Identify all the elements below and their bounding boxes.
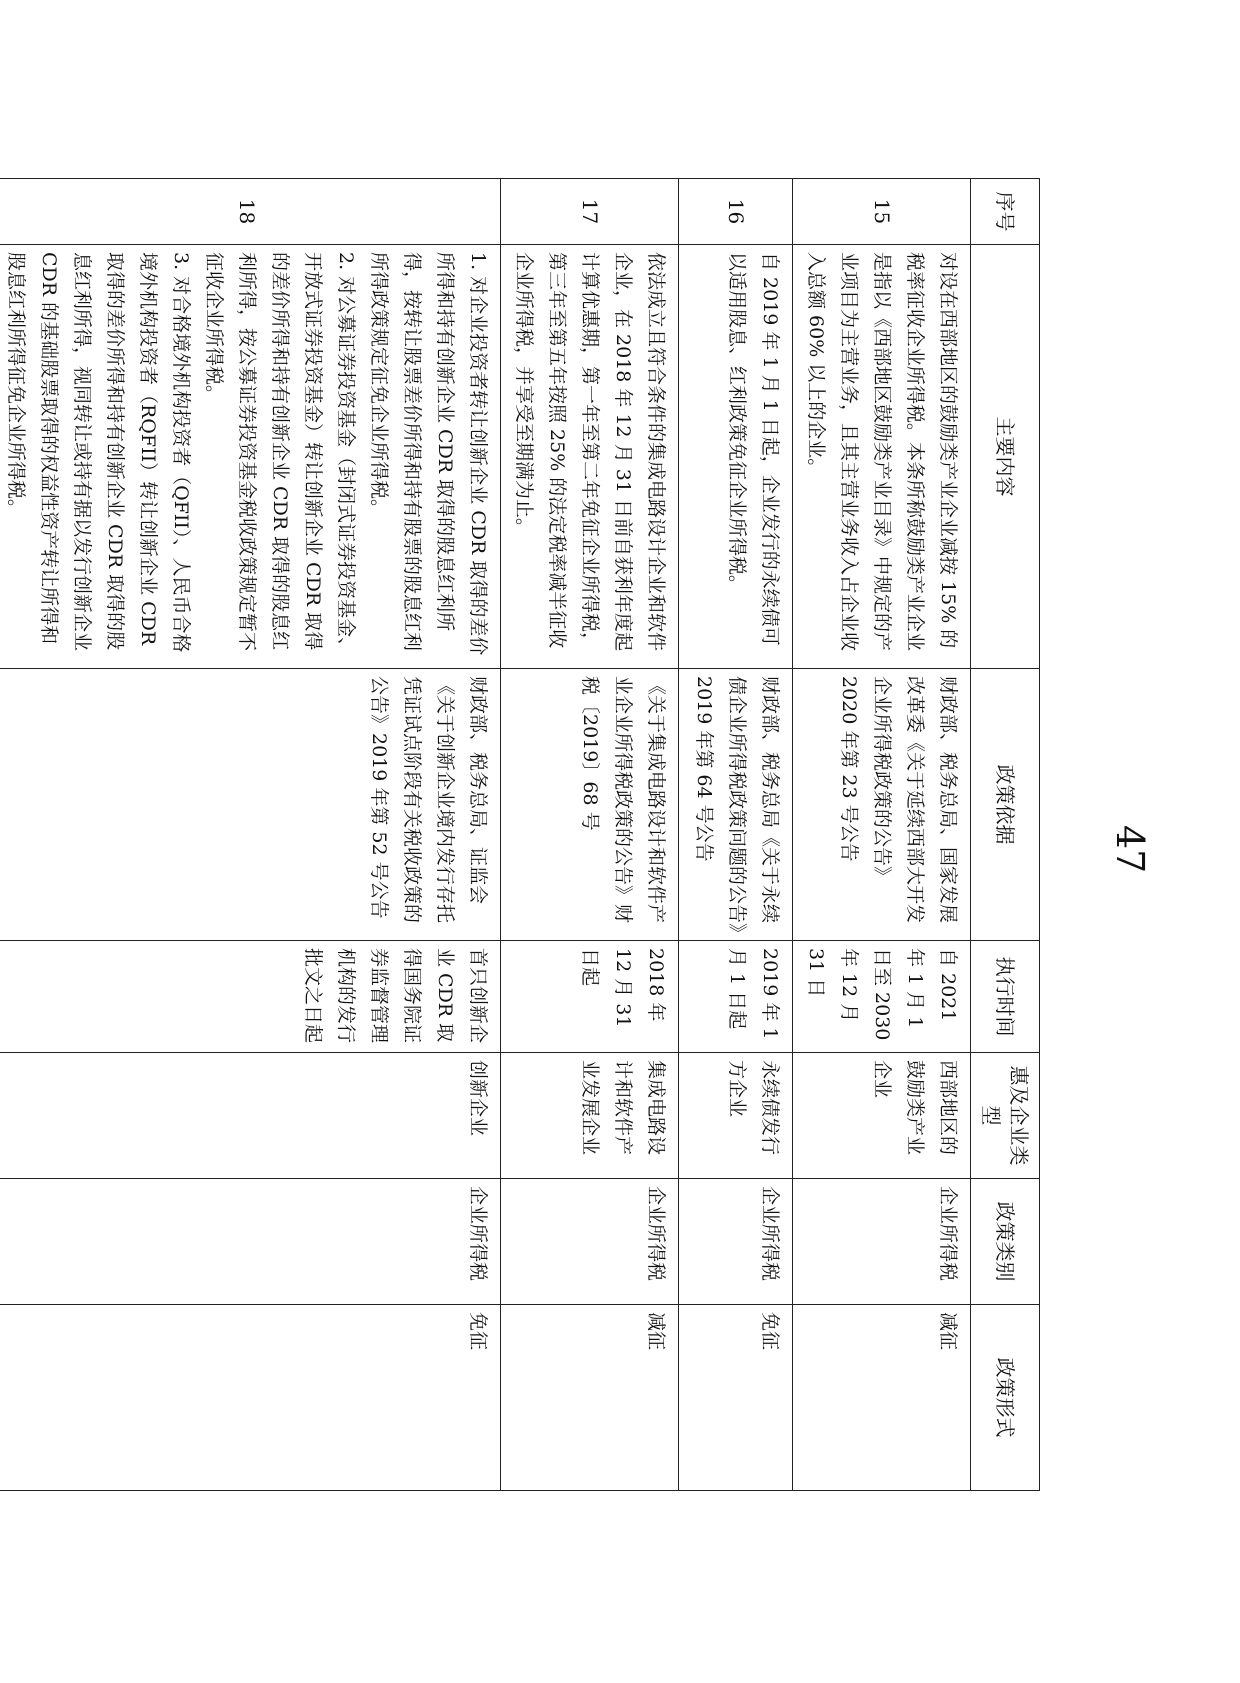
- row-category: 企业所得税: [679, 1179, 793, 1305]
- row-form: 减征: [793, 1305, 971, 1491]
- row-enterprise: 创新企业: [0, 1053, 501, 1179]
- row-enterprise: 西部地区的鼓励类产业企业: [793, 1053, 971, 1179]
- content-line: 1. 对企业投资者转让创新企业 CDR 取得的差价所得和持有创新企业 CDR 取得的股息红利所得，按转让股票差价所得和持有股票的股息红利所得政策规定征免企业所得税。: [368, 252, 489, 656]
- row-no: 18: [0, 179, 501, 245]
- row-basis: 财政部、税务总局、证监会《关于创新企业境内发行存托凭证试点阶段有关税收政策的公告》2019 年第 52 号公告: [0, 669, 501, 941]
- row-no: 17: [501, 179, 679, 245]
- row-category: 企业所得税: [501, 1179, 679, 1305]
- header-enterprise: 惠及企业类型: [971, 1053, 1040, 1179]
- header-row: [971, 179, 1040, 1491]
- row-category: 企业所得税: [0, 1179, 501, 1305]
- row-form: 免征: [679, 1305, 793, 1491]
- content-line: 2. 对公募证券投资基金（封闭式证券投资基金、开放式证券投资基金）转让创新企业 CDR 取得的差价所得和持有创新企业 CDR 取得的股息红利所得，按公募证券投资基金税收政策规定暂不征收企业所得税。: [203, 252, 357, 657]
- row-no: 15: [793, 179, 971, 245]
- row-no: 16: [679, 179, 793, 245]
- row-time: 首只创新企业 CDR 取得国务院证券监督管理机构的发行批文之日起: [0, 941, 501, 1053]
- row-enterprise: 永续债发行方企业: [679, 1053, 793, 1179]
- row-enterprise: 集成电路设计和软件产业发展企业: [501, 1053, 679, 1179]
- table-row: [679, 179, 793, 1491]
- policy-table: [0, 178, 1040, 1491]
- content-line: 3. 对合格境外机构投资者（QFII）、人民币合格境外机构投资者（RQFII）转让创新企业 CDR 取得的差价所得和持有创新企业 CDR 取得的股息红利所得，视同转让或持有据以发行创新企业 CDR 的基础股票取得的权益性资产转让所得和股息红利所得征免企业所得税。: [5, 252, 192, 653]
- row-category: 企业所得税: [793, 1179, 971, 1305]
- row-time: 2018 年 12 月 31 日起: [501, 941, 679, 1053]
- table-row: [501, 179, 679, 1491]
- table-row: [0, 179, 501, 1491]
- page-number: 47: [1108, 825, 1152, 874]
- row-time: 自 2021 年 1 月 1 日至 2030 年 12 月 31 日: [793, 941, 971, 1053]
- header-no: 序号: [971, 179, 1040, 245]
- header-time: 执行时间: [971, 941, 1040, 1053]
- header-form: 政策形式: [971, 1305, 1040, 1491]
- table-row: [793, 179, 971, 1491]
- row-basis: 财政部、税务总局、国家发展改革委《关于延续西部大开发企业所得税政策的公告》2020 年第 23 号公告: [793, 669, 971, 941]
- row-content: 对设在西部地区的鼓励类产业企业减按 15% 的税率征收企业所得税。本条所称鼓励类产业企业是指以《西部地区鼓励类产业目录》中规定的产业项目为主营业务，且其主营业务收入占企业收入总额 60% 以上的企业。: [793, 245, 971, 669]
- header-content: 主要内容: [971, 245, 1040, 669]
- row-content: [0, 245, 501, 669]
- row-content: 依法成立且符合条件的集成电路设计企业和软件企业，在 2018 年 12 月 31 日前自获利年度起计算优惠期，第一年至第二年免征企业所得税，第三年至第五年按照 25% 的法定税率减半征收企业所得税，并享受至期满为止。: [501, 245, 679, 669]
- row-time: 2019 年 1 月 1 日起: [679, 941, 793, 1053]
- row-form: 减征: [501, 1305, 679, 1491]
- row-content: 自 2019 年 1 月 1 日起，企业发行的永续债可以适用股息、红利政策免征企业所得税。: [679, 245, 793, 669]
- policy-table-rotated: [5, 178, 1040, 1490]
- row-basis: 财政部、税务总局《关于永续债企业所得税政策问题的公告》2019 年第 64 号公告: [679, 669, 793, 941]
- header-category: 政策类别: [971, 1179, 1040, 1305]
- row-basis: 《关于集成电路设计和软件产业企业所得税政策的公告》财税〔2019〕68 号: [501, 669, 679, 941]
- row-form: 免征: [0, 1305, 501, 1491]
- header-basis: 政策依据: [971, 669, 1040, 941]
